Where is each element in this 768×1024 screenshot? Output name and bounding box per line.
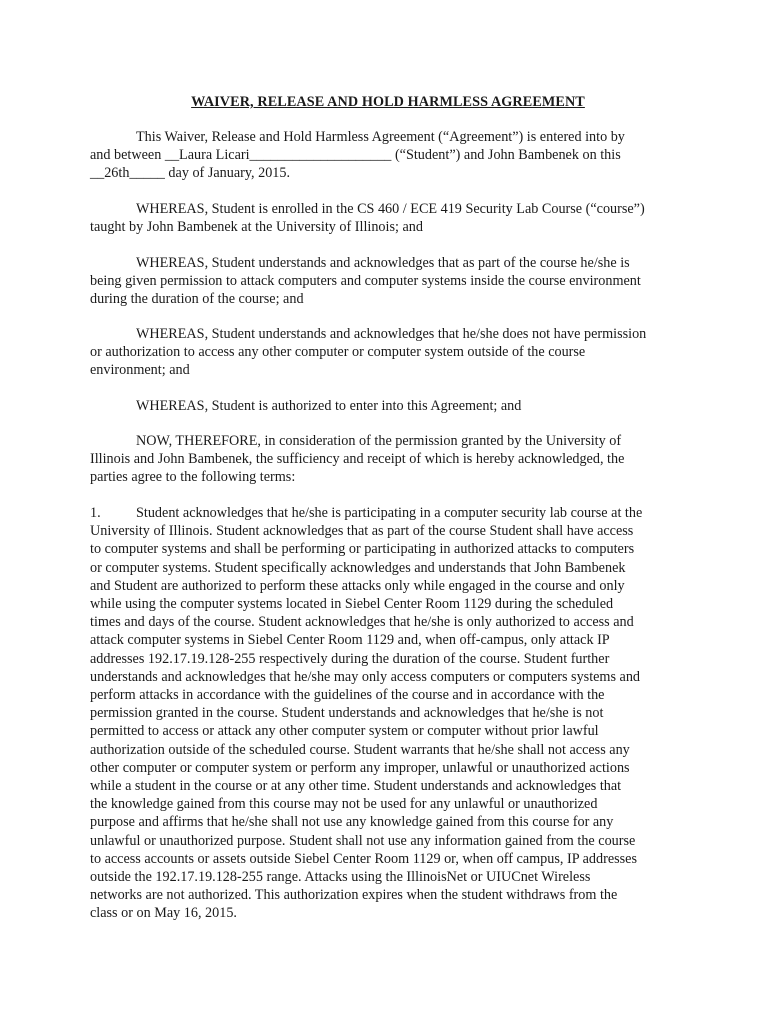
- term-line: other computer or computer system or perform any improper, unlawful or unauthorized actions: [90, 759, 630, 776]
- term-line: purpose and affirms that he/she shall not use any knowledge gained from this course for any: [90, 814, 614, 831]
- term-number: 1.: [90, 505, 101, 521]
- term-line: outside the 192.17.19.128-255 range. Attacks using the IllinoisNet or UIUCnet Wireless: [90, 869, 591, 886]
- intro-line: This Waiver, Release and Hold Harmless Agreement (“Agreement”) is entered into by: [136, 129, 625, 145]
- now-therefore-line: NOW, THEREFORE, in consideration of the permission granted by the University of: [136, 433, 622, 449]
- term-line: permission granted in the course. Student understands and acknowledges that he/she is not: [90, 705, 604, 722]
- term-line: class or on May 16, 2015.: [90, 905, 237, 922]
- now-therefore-line: Illinois and John Bambenek, the sufficiency and receipt of which is hereby acknowledged, the: [90, 451, 625, 468]
- intro-line: __26th_____ day of January, 2015.: [90, 165, 291, 182]
- term-line: University of Illinois. Student acknowledges that as part of the course Student shall have access: [90, 523, 634, 540]
- document-title-text: WAIVER, RELEASE AND HOLD HARMLESS AGREEMENT: [191, 94, 585, 110]
- whereas-line: environment; and: [90, 362, 190, 379]
- term-line: permitted to access or attack any other computer system or computer without prior lawful: [90, 723, 599, 740]
- term-line: networks are not authorized. This authorization expires when the student withdraws from the: [90, 887, 618, 904]
- intro-line: and between __Laura Licari____________________ (“Student”) and John Bambenek on this: [90, 147, 621, 164]
- whereas-line: WHEREAS, Student is authorized to enter into this Agreement; and: [136, 398, 522, 414]
- term-line: to computer systems and shall be performing or participating in authorized attacks to computers: [90, 541, 635, 558]
- term-line: attack computer systems in Siebel Center Room 1129 and, when off-campus, only attack IP: [90, 632, 610, 649]
- whereas-line: or authorization to access any other computer or computer system outside of the course: [90, 344, 586, 361]
- term-line: while using the computer systems located in Siebel Center Room 1129 during the scheduled: [90, 596, 614, 613]
- whereas-line: during the duration of the course; and: [90, 291, 304, 308]
- whereas-line: WHEREAS, Student is enrolled in the CS 460 / ECE 419 Security Lab Course (“course”): [136, 201, 645, 217]
- whereas-paragraph-3: [90, 325, 690, 380]
- now-therefore-line: parties agree to the following terms:: [90, 469, 296, 486]
- term-line: addresses 192.17.19.128-255 respectively during the duration of the course. Student further: [90, 650, 610, 667]
- term-line: understands and acknowledges that he/she may only access computers or computers systems and: [90, 668, 641, 685]
- whereas-line: being given permission to attack computers and computer systems inside the course environment: [90, 273, 641, 290]
- whereas-line: taught by John Bambenek at the University of Illinois; and: [90, 219, 423, 236]
- now-therefore-paragraph: [90, 432, 690, 487]
- term-line: Student acknowledges that he/she is participating in a computer security lab course at the: [136, 505, 643, 521]
- term-line: unlawful or unauthorized purpose. Student shall not use any information gained from the course: [90, 832, 636, 849]
- term-line: the knowledge gained from this course may not be used for any unlawful or unauthorized: [90, 796, 598, 813]
- term-line: or computer systems. Student specifically acknowledges and understands that John Bambenek: [90, 559, 626, 576]
- intro-paragraph: [90, 128, 690, 183]
- whereas-paragraph-4: [90, 397, 690, 415]
- term-line: perform attacks in accordance with the guidelines of the course and in accordance with the: [90, 687, 605, 704]
- term-line: to access accounts or assets outside Siebel Center Room 1129 or, when off campus, IP addresses: [90, 850, 637, 867]
- term-line: authorization outside of the scheduled course. Student warrants that he/she shall not access any: [90, 741, 630, 758]
- whereas-line: WHEREAS, Student understands and acknowledges that as part of the course he/she is: [136, 255, 630, 271]
- whereas-paragraph-2: [90, 254, 690, 309]
- term-line: times and days of the course. Student acknowledges that he/she is only authorized to access and: [90, 614, 634, 631]
- document-title: [0, 93, 768, 111]
- whereas-line: WHEREAS, Student understands and acknowledges that he/she does not have permission: [136, 326, 647, 342]
- term-1-paragraph: [90, 504, 690, 923]
- term-line: and Student are authorized to perform these attacks only while engaged in the course and only: [90, 577, 625, 594]
- term-line: while a student in the course or at any other time. Student understands and acknowledges that: [90, 778, 622, 795]
- whereas-paragraph-1: [90, 200, 690, 236]
